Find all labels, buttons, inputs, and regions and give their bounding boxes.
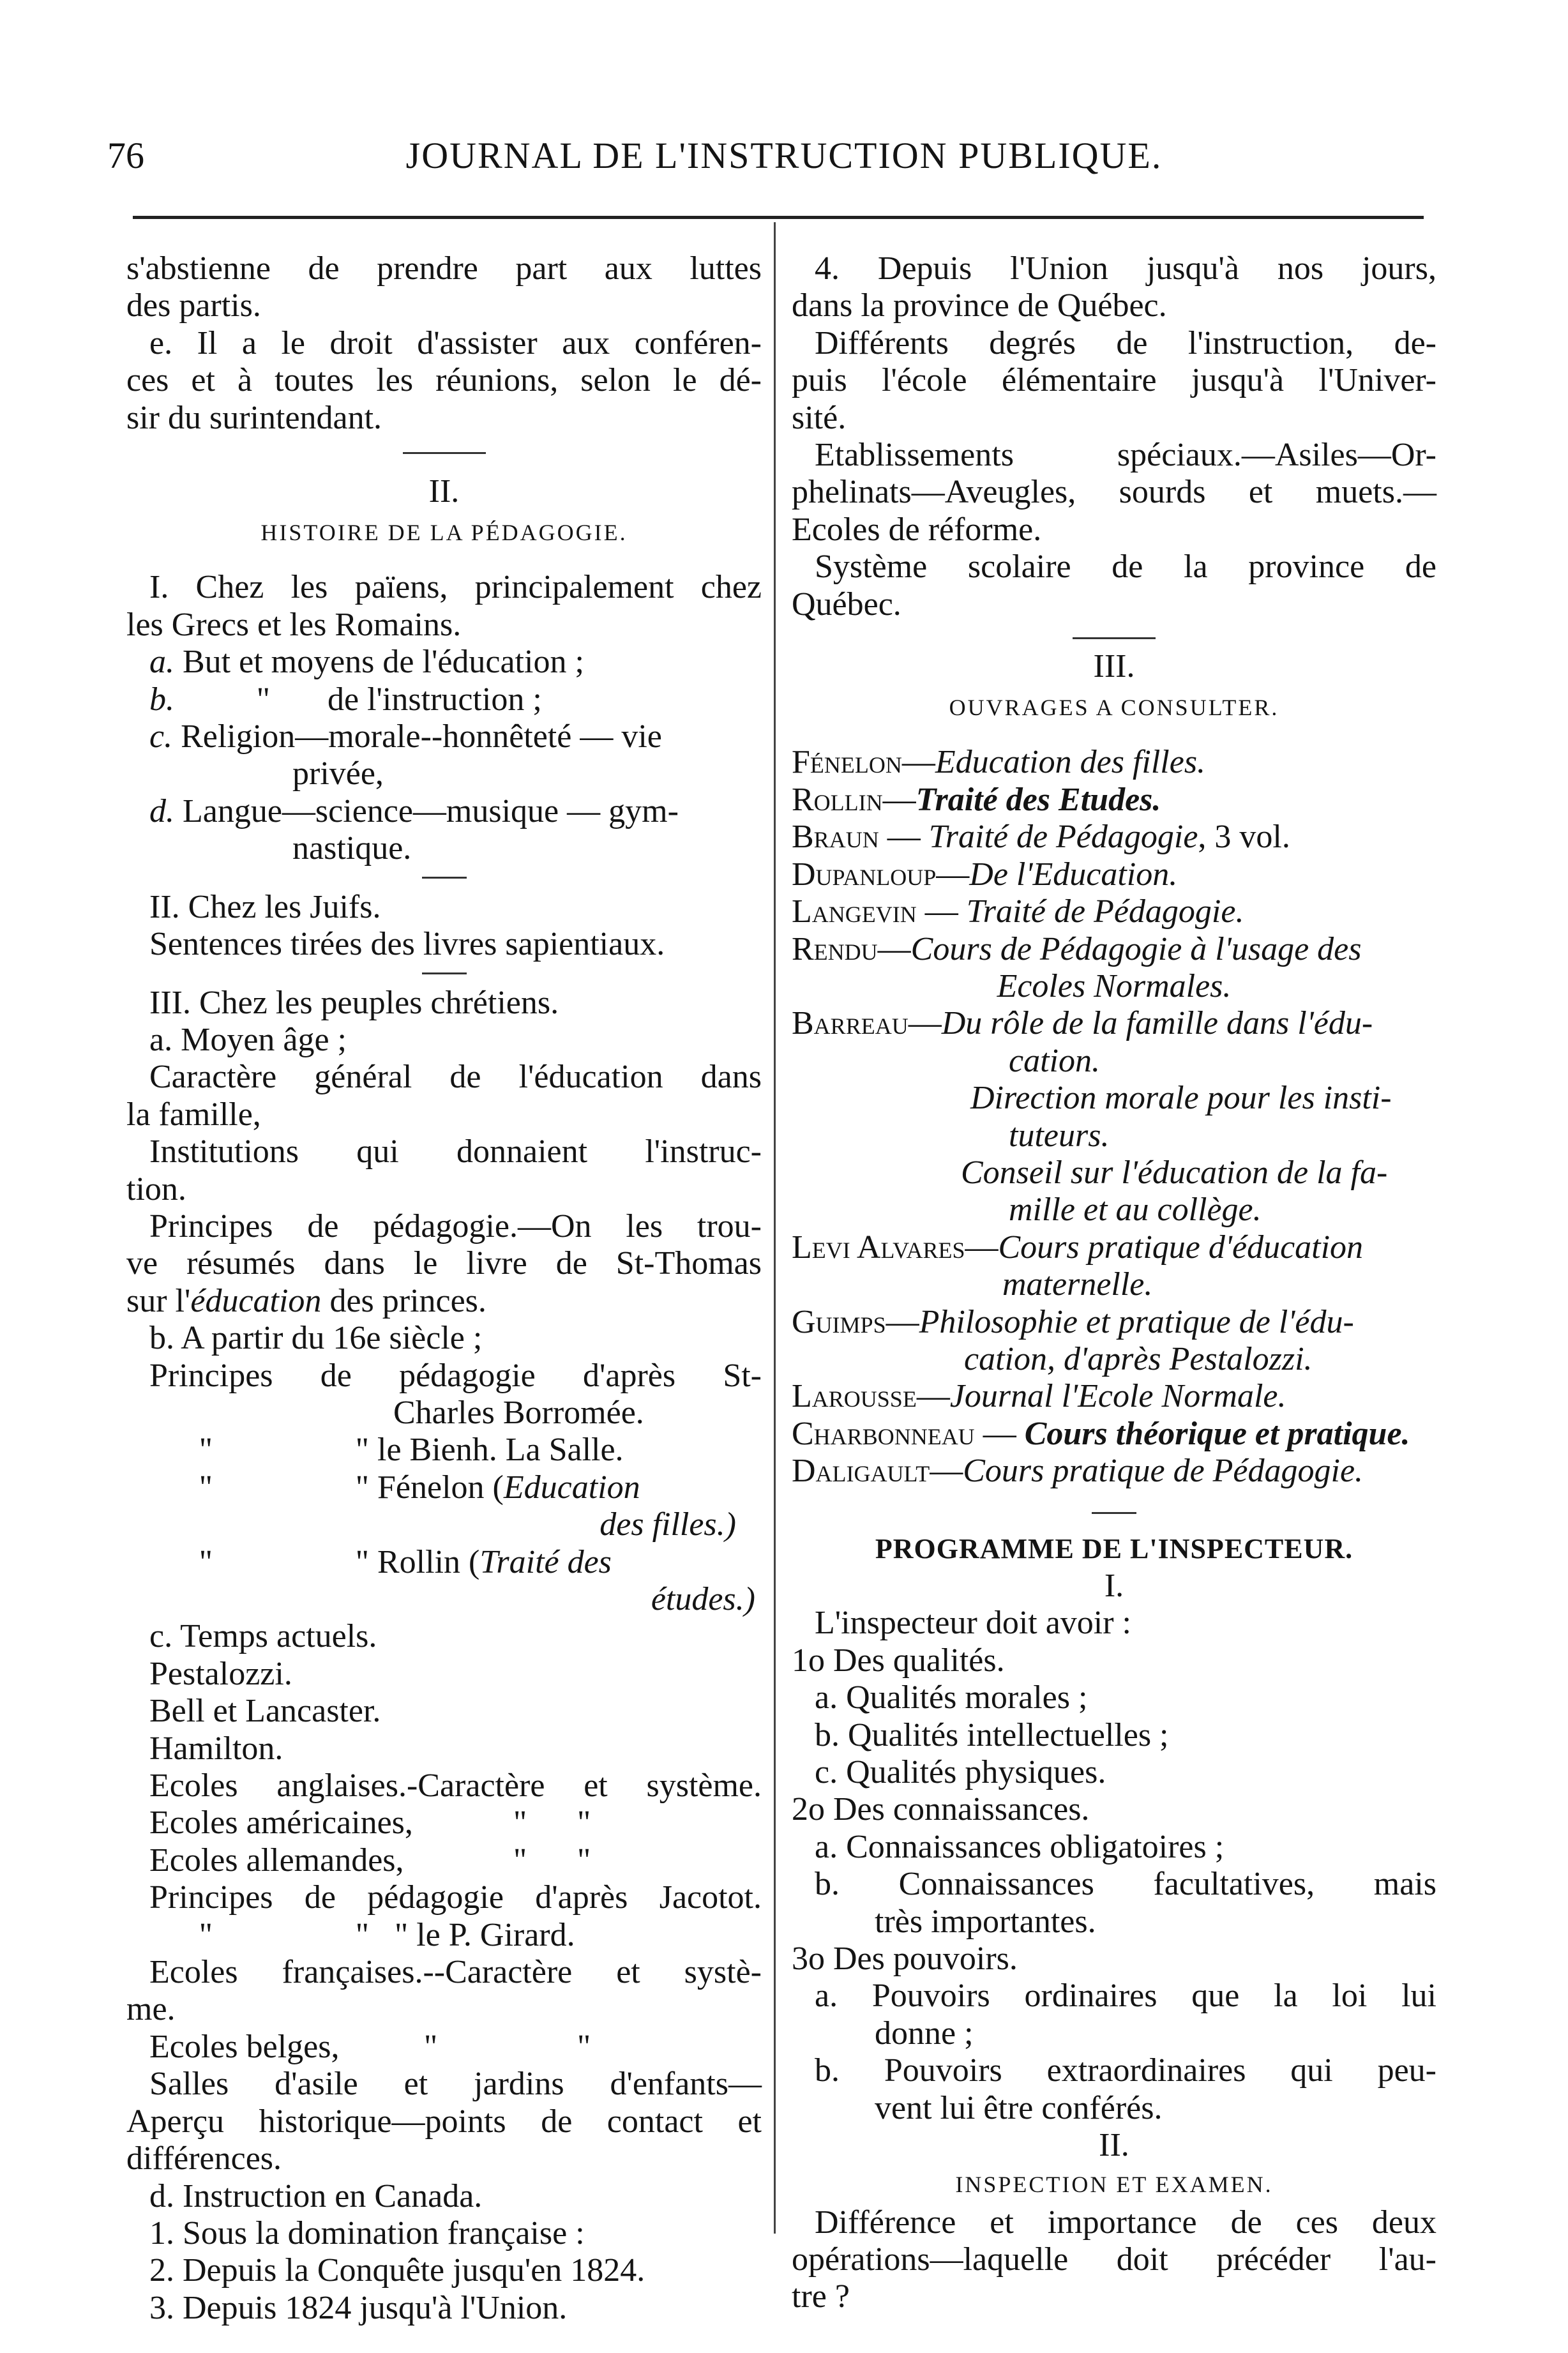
text-line: a. Connaissances obligatoires ; bbox=[815, 1828, 1225, 1865]
text-line: sité. bbox=[792, 399, 847, 436]
text-line: Hamilton. bbox=[149, 1730, 283, 1767]
text-line: " " Rollin (Traité des bbox=[199, 1543, 612, 1580]
text-line: Système scolaire de la province de bbox=[815, 549, 1436, 586]
text-line: Principes de pédagogie d'après Jacotot. bbox=[149, 1879, 762, 1916]
reference-entry-cont: Ecoles Normales. bbox=[997, 967, 1232, 1004]
text-line: e. Il a le droit d'assister aux conféren- bbox=[149, 324, 762, 361]
text-line: ve résumés dans le livre de St-Thomas bbox=[126, 1245, 762, 1282]
text-line: b. " de l'instruction ; bbox=[149, 681, 542, 718]
text-line: Principes de pédagogie d'après St- bbox=[149, 1357, 762, 1394]
column-separator bbox=[774, 222, 776, 2234]
text-line: c. Temps actuels. bbox=[149, 1618, 377, 1655]
reference-entry: Daligault—Cours pratique de Pédagogie. bbox=[792, 1453, 1364, 1490]
reference-entry: Levi Alvares—Cours pratique d'éducation bbox=[792, 1229, 1364, 1266]
reference-entry-cont: cation, d'après Pestalozzi. bbox=[964, 1340, 1313, 1377]
header-rule bbox=[133, 216, 1424, 219]
section-rule bbox=[422, 972, 467, 974]
reference-entry: Larousse—Journal l'Ecole Normale. bbox=[792, 1378, 1286, 1415]
section-number: III. bbox=[1093, 648, 1135, 685]
reference-entry: Langevin — Traité de Pédagogie. bbox=[792, 893, 1244, 930]
text-line: 1. Sous la domination française : bbox=[149, 2214, 585, 2251]
text-line: 2o Des connaissances. bbox=[792, 1791, 1090, 1828]
text-line: des partis. bbox=[126, 287, 261, 324]
text-line: dans la province de Québec. bbox=[792, 287, 1167, 324]
program-title: PROGRAMME DE L'INSPECTEUR. bbox=[875, 1532, 1353, 1564]
section-title: HISTOIRE DE LA PÉDAGOGIE. bbox=[260, 520, 628, 546]
text-line: b. Pouvoirs extraordinaires qui peu- bbox=[815, 2052, 1436, 2089]
right-column bbox=[792, 250, 1436, 2316]
text-line: d. Langue—science—musique — gym- bbox=[149, 792, 679, 829]
section-number: II. bbox=[428, 473, 460, 510]
text-line: I. Chez les païens, principalement chez bbox=[149, 569, 762, 606]
reference-entry: Guimps—Philosophie et pratique de l'édu- bbox=[792, 1303, 1354, 1340]
text-line: nastique. bbox=[292, 830, 412, 867]
text-line: b. A partir du 16e siècle ; bbox=[149, 1320, 483, 1357]
section-rule bbox=[422, 877, 467, 879]
text-line: Québec. bbox=[792, 586, 901, 623]
text-line: a. Moyen âge ; bbox=[149, 1021, 347, 1058]
reference-entry-cont: maternelle. bbox=[1002, 1266, 1153, 1303]
text-line: 2. Depuis la Conquête jusqu'en 1824. bbox=[149, 2252, 645, 2289]
reference-entry: Rendu—Cours de Pédagogie à l'usage des bbox=[792, 930, 1362, 967]
text-line: c. Religion—morale--honnêteté — vie bbox=[149, 718, 662, 755]
text-line: Charles Borromée. bbox=[393, 1394, 644, 1431]
text-line: différences. bbox=[126, 2140, 282, 2177]
text-line: Etablissements spéciaux.—Asiles—Or- bbox=[815, 437, 1436, 474]
section-number: I. bbox=[1104, 1568, 1124, 1604]
text-line: Bell et Lancaster. bbox=[149, 1693, 381, 1730]
text-line: sir du surintendant. bbox=[126, 399, 382, 436]
text-line: " " " le P. Girard. bbox=[199, 1916, 575, 1953]
text-line: III. Chez les peuples chrétiens. bbox=[149, 984, 559, 1021]
text-line: a. Pouvoirs ordinaires que la loi lui bbox=[815, 1978, 1436, 2015]
text-line: Caractère général de l'éducation dans bbox=[149, 1059, 762, 1096]
text-line: Ecoles américaines, " " bbox=[149, 1804, 591, 1842]
reference-entry-cont: tuteurs. bbox=[1009, 1117, 1110, 1154]
running-title: JOURNAL DE L'INSTRUCTION PUBLIQUE. bbox=[405, 135, 1163, 176]
reference-entry-cont: cation. bbox=[1009, 1042, 1100, 1079]
text-line: Institutions qui donnaient l'instruc- bbox=[149, 1133, 762, 1170]
text-line: a. But et moyens de l'éducation ; bbox=[149, 644, 584, 681]
text-line: privée, bbox=[292, 755, 384, 792]
text-line: vent lui être conférés. bbox=[875, 2089, 1163, 2126]
text-line: b. Qualités intellectuelles ; bbox=[815, 1716, 1169, 1753]
text-line: tion. bbox=[126, 1170, 186, 1207]
text-line: Principes de pédagogie.—On les trou- bbox=[149, 1207, 762, 1245]
section-number: II. bbox=[1099, 2127, 1129, 2164]
text-line: a. Qualités morales ; bbox=[815, 1679, 1088, 1716]
text-line: études.) bbox=[651, 1581, 755, 1617]
text-line: 3. Depuis 1824 jusqu'à l'Union. bbox=[149, 2289, 568, 2326]
text-line: Pestalozzi. bbox=[149, 1655, 292, 1692]
reference-entry: Direction morale pour les insti- bbox=[970, 1080, 1392, 1117]
text-line: phelinats—Aveugles, sourds et muets.— bbox=[792, 474, 1436, 511]
text-line: très importantes. bbox=[875, 1903, 1096, 1940]
text-line: II. Chez les Juifs. bbox=[149, 888, 381, 925]
page-header bbox=[0, 134, 1568, 192]
text-line: Ecoles allemandes, " " bbox=[149, 1842, 591, 1879]
section-title: INSPECTION ET EXAMEN. bbox=[955, 2171, 1273, 2197]
text-line: Différents degrés de l'instruction, de- bbox=[815, 324, 1436, 361]
text-line: Différence et importance de ces deux bbox=[815, 2204, 1436, 2241]
text-line: Sentences tirées des livres sapientiaux. bbox=[149, 926, 665, 963]
text-line: me. bbox=[126, 1991, 176, 2028]
text-line: 1o Des qualités. bbox=[792, 1642, 1005, 1679]
text-line: s'abstienne de prendre part aux luttes bbox=[126, 250, 762, 287]
text-line: Salles d'asile et jardins d'enfants— bbox=[149, 2066, 762, 2103]
reference-entry-cont: mille et au collège. bbox=[1009, 1192, 1262, 1229]
reference-entry: Braun — Traité de Pédagogie, 3 vol. bbox=[792, 819, 1290, 856]
text-line: Ecoles de réforme. bbox=[792, 511, 1042, 548]
reference-entry: Barreau—Du rôle de la famille dans l'édu- bbox=[792, 1005, 1373, 1042]
text-line: la famille, bbox=[126, 1096, 261, 1133]
text-line: Ecoles anglaises.-Caractère et système. bbox=[149, 1767, 762, 1804]
left-column bbox=[126, 250, 762, 2327]
text-line: d. Instruction en Canada. bbox=[149, 2177, 483, 2214]
text-line: " " Fénelon (Education bbox=[199, 1469, 640, 1506]
text-line: donne ; bbox=[875, 2015, 974, 2052]
text-line: b. Connaissances facultatives, mais bbox=[815, 1866, 1436, 1903]
text-line: " " le Bienh. La Salle. bbox=[199, 1432, 624, 1469]
reference-entry: Charbonneau — Cours théorique et pratique. bbox=[792, 1415, 1410, 1452]
text-line: c. Qualités physiques. bbox=[815, 1754, 1106, 1791]
text-line: ces et à toutes les réunions, selon le dé- bbox=[126, 362, 762, 399]
text-line: opérations—laquelle doit précéder l'au- bbox=[792, 2241, 1436, 2278]
text-line: 4. Depuis l'Union jusqu'à nos jours, bbox=[815, 250, 1436, 287]
section-rule bbox=[403, 452, 486, 454]
text-line: les Grecs et les Romains. bbox=[126, 606, 462, 643]
text-line: L'inspecteur doit avoir : bbox=[815, 1605, 1132, 1642]
text-line: sur l'éducation des princes. bbox=[126, 1282, 486, 1319]
text-line: des filles.) bbox=[599, 1506, 736, 1543]
page-number: 76 bbox=[107, 135, 144, 176]
text-line: Ecoles belges, " " bbox=[149, 2028, 591, 2065]
reference-entry: Dupanloup—De l'Education. bbox=[792, 856, 1178, 893]
text-line: tre ? bbox=[792, 2278, 850, 2315]
reference-entry: Conseil sur l'éducation de la fa- bbox=[961, 1154, 1388, 1191]
reference-entry: Rollin—Traité des Etudes. bbox=[792, 781, 1161, 818]
section-rule bbox=[1073, 637, 1156, 639]
text-line: Aperçu historique—points de contact et bbox=[126, 2103, 762, 2140]
reference-entry: Fénelon—Education des filles. bbox=[792, 744, 1206, 781]
section-title: OUVRAGES A CONSULTER. bbox=[949, 695, 1279, 721]
section-rule bbox=[1092, 1512, 1136, 1514]
text-line: 3o Des pouvoirs. bbox=[792, 1941, 1018, 1978]
text-line: puis l'école élémentaire jusqu'à l'Univer- bbox=[792, 362, 1436, 399]
text-line: Ecoles françaises.--Caractère et systè- bbox=[149, 1954, 762, 1991]
